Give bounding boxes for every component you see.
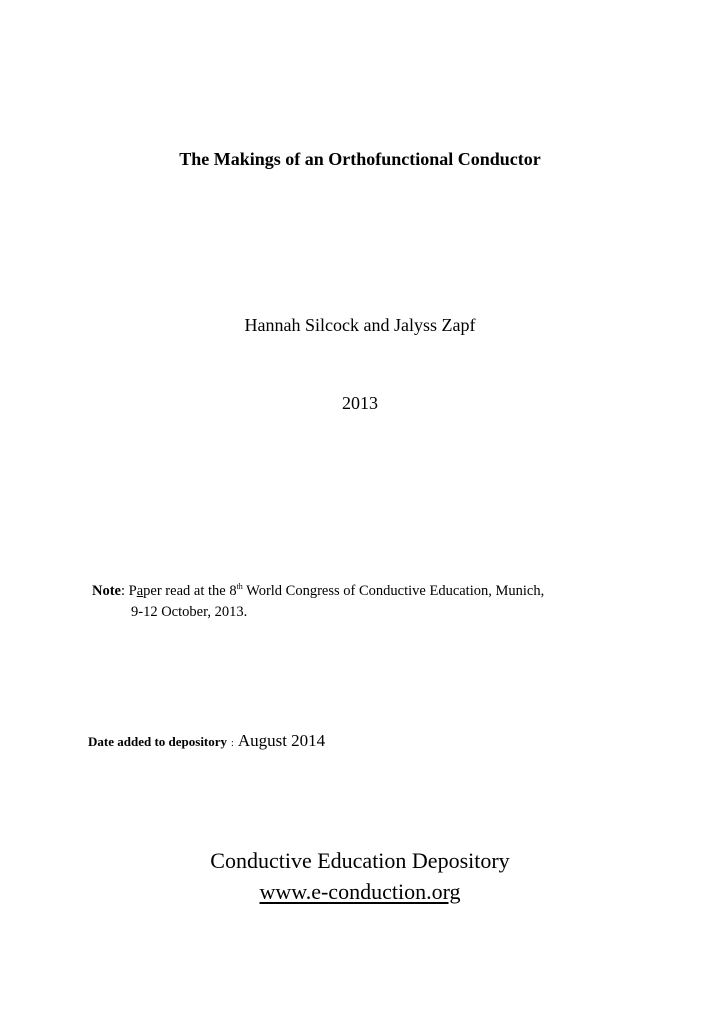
document-title: The Makings of an Orthofunctional Conductor <box>179 149 541 169</box>
depository-url-link[interactable]: www.e-conduction.org <box>259 879 461 904</box>
note-superscript: th <box>236 582 243 591</box>
date-added-separator: : <box>231 738 234 749</box>
date-added-label: Date added to depository <box>88 734 228 749</box>
date-added-value: August 2014 <box>237 731 326 750</box>
note-label: Note <box>92 583 121 599</box>
note-text-underlined-a: a <box>136 583 144 599</box>
authors: Hannah Silcock and Jalyss Zapf <box>244 315 476 335</box>
date-added-line <box>88 728 325 757</box>
publication-year: 2013 <box>342 393 378 413</box>
note-colon: : <box>121 583 126 599</box>
note-paragraph <box>92 581 652 623</box>
depository-link-line <box>0 877 720 907</box>
note-text-part1: per read at the 8 <box>143 583 237 599</box>
depository-name: Conductive Education Depository <box>210 848 510 873</box>
note-text-part2: World Congress of Conductive Education, Munich, <box>242 583 545 599</box>
note-text-line2: 9-12 October, 2013. <box>131 604 248 620</box>
note-text-p: P <box>128 583 137 599</box>
